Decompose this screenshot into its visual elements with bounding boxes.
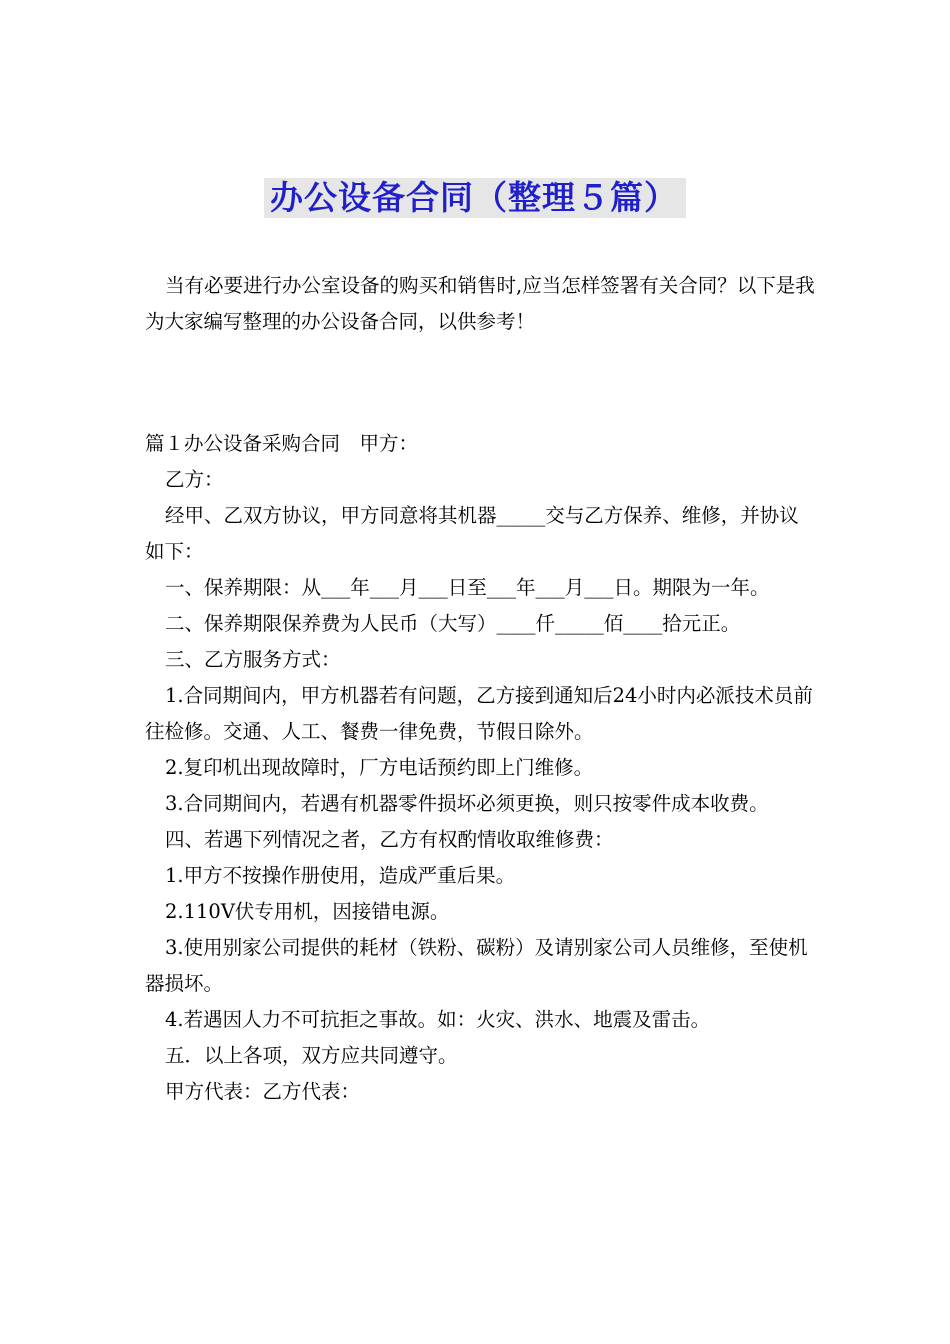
paragraph: 1.甲方不按操作册使用，造成严重后果。 (165, 864, 516, 887)
document-body (145, 268, 815, 1110)
paragraph: 甲方代表：乙方代表： (165, 1080, 361, 1103)
paragraph: 五．以上各项，双方应共同遵守。 (165, 1044, 458, 1067)
paragraph: 3.使用别家公司提供的耗材（铁粉、碳粉）及请别家公司人员维修，至使机器损坏。 (145, 936, 808, 995)
paragraph: 三、乙方服务方式： (165, 648, 341, 671)
intro-paragraph: 当有必要进行办公室设备的购买和销售时,应当怎样签署有关合同？以下是我为大家编写整理的办公设备合同，以供参考！ (145, 274, 815, 333)
paragraph: 二、保养期限保养费为人民币（大写）____仟_____佰____拾元正。 (165, 612, 741, 635)
paragraph: 1.合同期间内，甲方机器若有问题，乙方接到通知后24小时内必派技术员前往检修。交通、人工、餐费一律免费，节假日除外。 (145, 684, 813, 743)
paragraph: 乙方： (165, 468, 224, 491)
paragraph: 四、若遇下列情况之者，乙方有权酌情收取维修费： (165, 828, 614, 851)
paragraph: 3.合同期间内，若遇有机器零件损坏必须更换，则只按零件成本收费。 (165, 792, 769, 815)
document-title: 办公设备合同（整理５篇） (264, 178, 686, 218)
paragraph: 2.110V伏专用机，因接错电源。 (165, 900, 450, 923)
section-heading: 篇１办公设备采购合同 甲方： (145, 432, 419, 455)
paragraph: 4.若遇因人力不可抗拒之事故。如：火灾、洪水、地震及雷击。 (165, 1008, 711, 1031)
paragraph: 2.复印机出现故障时，厂方电话预约即上门维修。 (165, 756, 594, 779)
spacer (145, 340, 815, 426)
paragraph: 一、保养期限：从___年___月___日至___年___月___日。期限为一年。 (165, 576, 770, 599)
paragraph: 经甲、乙双方协议，甲方同意将其机器_____交与乙方保养、维修，并协议如下： (145, 504, 799, 563)
title-container (0, 178, 950, 218)
